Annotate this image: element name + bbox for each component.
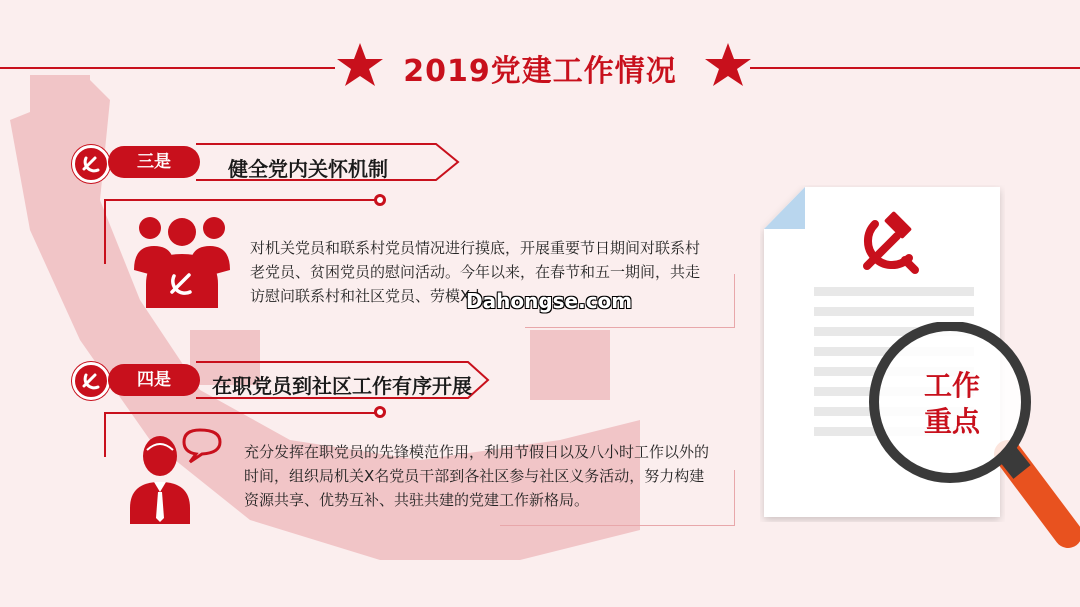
- title-rule-right: [750, 67, 1080, 69]
- speaking-person-icon: [128, 426, 238, 524]
- magnifier-label: [912, 368, 992, 440]
- title-rule-left: [0, 67, 335, 69]
- section-heading: 健全党内关怀机制: [228, 157, 388, 181]
- divider: [104, 199, 376, 201]
- frame-border: [525, 327, 735, 328]
- section-body: 对机关党员和联系村党员情况进行摸底，开展重要节日期间对联系村老党员、贫困党员的慰问活动。今年以来，在春节和五一期间，共走访慰问联系村和社区党员、劳模X人: [250, 239, 701, 305]
- magnifier-icon: [858, 322, 1080, 562]
- star-icon: [335, 40, 385, 90]
- magnifier-label-line1: 工作: [923, 369, 980, 402]
- section-body: 充分发挥在职党员的先锋模范作用，利用节假日以及八小时工作以外的时间，组织局机关X名党员干部到各社区参与社区义务活动，努力构建资源共享、优势互补、共驻共建的党建工作新格局。: [244, 443, 710, 509]
- section-heading: 在职党员到社区工作有序开展: [212, 374, 472, 398]
- hammer-sickle-icon: [855, 210, 923, 278]
- frame-border: [500, 525, 735, 526]
- group-icon: [132, 212, 232, 310]
- divider: [104, 412, 106, 457]
- frame-border: [734, 274, 735, 328]
- frame-border: [734, 470, 735, 526]
- star-icon: [703, 40, 753, 90]
- section-tag: 四是: [108, 364, 200, 396]
- divider-dot: [374, 194, 386, 206]
- divider-dot: [374, 406, 386, 418]
- section-tag: 三是: [108, 146, 200, 178]
- divider: [104, 412, 376, 414]
- page-title: 2019党建工作情况: [403, 54, 677, 89]
- magnifier-label-line2: 重点: [923, 405, 980, 438]
- party-emblem-icon: [72, 362, 110, 400]
- party-emblem-icon: [72, 145, 110, 183]
- watermark: Dahongse.com: [466, 289, 633, 313]
- divider: [104, 199, 106, 264]
